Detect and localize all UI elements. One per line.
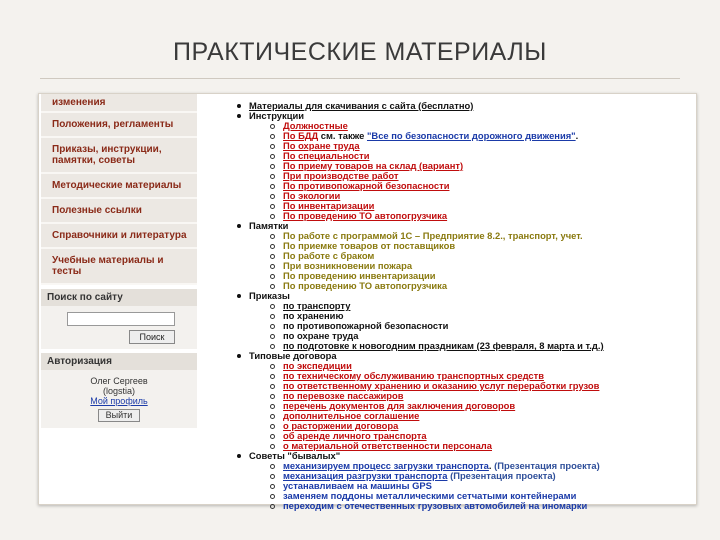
- list-item-link[interactable]: заменяем поддоны металлическими сетчатыми контейнерами: [283, 490, 577, 501]
- list-item-link[interactable]: механизируем процесс загрузки транспорта: [283, 460, 489, 471]
- bdd-dot: .: [575, 130, 579, 141]
- slide-title: ПРАКТИЧЕСКИЕ МАТЕРИАЛЫ: [173, 38, 547, 66]
- logout-button[interactable]: Выйти: [98, 409, 140, 422]
- sidebar-item-tests[interactable]: Учебные материалы и тесты: [41, 249, 197, 285]
- list-item-link[interactable]: По проведению инвентаризации: [283, 270, 436, 281]
- section-title-memos: Памятки: [249, 220, 289, 231]
- section-title-instructions: Инструкции: [249, 110, 305, 121]
- list-item-link[interactable]: По проведению ТО автопогрузчика: [283, 280, 448, 291]
- auth-login: (logstia): [102, 386, 135, 396]
- list-item-link[interactable]: по перевозке пассажиров: [283, 390, 404, 401]
- materials-list: Материалы для скачивания с сайта (бесплатно) Инструкции Должностные По БДД см. также "Все по безопасности дорожного движения". По охране труда По специальности По приему товаров на склад (вариант) При производстве работ По противопожарной безопасности По экологии По инвентаризации По проведению ТО автопогрузчика Памятки По работе с программой 1С – Предприятие 8.2., транспорт, учет. По приемке товаров от поставщиков По работе с браком При возникновении пожара По проведению инвентаризации По проведению ТО автопогрузчика Приказы по транспорту по хранению по противопожарной безопасности по охране труда по подготовке к новогодним праздникам (23 февраля, 8 марта и т.д.) Типовые договора по экспедиции по техническому обслуживанию транспортных средств по ответственному хранению и оказанию услуг переработки грузов по перевозке пассажиров перечень документов для заключения договоров дополнительное соглашение о расторжении договора об аренде личного транспорта о материальной ответственности персонала Советы "бывалых" механизируем процесс загрузки транспорта. (Презентация проекта) механизация разгрузки транспорта (Презентация проекта) устанавливаем на машины GPS заменяем поддоны металлическими сетчатыми контейнерами переходим с отечественных грузовых автомобилей на иномарки: [235, 101, 691, 511]
- list-item-link[interactable]: При производстве работ: [283, 170, 399, 181]
- list-item-link[interactable]: По проведению ТО автопогрузчика: [283, 210, 448, 221]
- downloads-link[interactable]: Материалы для скачивания с сайта (бесплатно): [249, 100, 474, 111]
- list-item-link[interactable]: По охране труда: [283, 140, 360, 151]
- list-item-link[interactable]: по хранению: [283, 310, 344, 321]
- list-item-link[interactable]: о расторжении договора: [283, 420, 399, 431]
- sidebar-item-references[interactable]: Справочники и литература: [41, 224, 197, 249]
- list-item-link[interactable]: устанавливаем на машины GPS: [283, 480, 432, 491]
- section-title-tips: Советы "бывалых": [249, 450, 341, 461]
- list-item-link[interactable]: по подготовке к новогодним праздникам (23 февраля, 8 марта и т.д.): [283, 340, 604, 351]
- list-item-link[interactable]: по охране труда: [283, 330, 359, 341]
- search-box-title: Поиск по сайту: [41, 289, 197, 306]
- section-title-contracts: Типовые договора: [249, 350, 337, 361]
- list-item-link[interactable]: По инвентаризации: [283, 200, 375, 211]
- list-item-link[interactable]: о материальной ответственности персонала: [283, 440, 492, 451]
- list-item-link[interactable]: По работе с браком: [283, 250, 375, 261]
- road-safety-link[interactable]: "Все по безопасности дорожного движения": [366, 130, 576, 141]
- list-item-link[interactable]: по техническому обслуживанию транспортных средств: [283, 370, 544, 381]
- list-item-link[interactable]: по экспедиции: [283, 360, 352, 371]
- search-button[interactable]: Поиск: [129, 330, 175, 344]
- profile-link[interactable]: Мой профиль: [90, 396, 148, 406]
- bdd-link[interactable]: По БДД: [283, 130, 319, 141]
- list-item-link[interactable]: По работе с программой 1С – Предприятие 8.2., транспорт, учет.: [283, 230, 583, 241]
- sidebar-item-methodical[interactable]: Методические материалы: [41, 174, 197, 199]
- list-item-link[interactable]: переходим с отечественных грузовых автомобилей на иномарки: [283, 500, 588, 511]
- sidebar-item-links[interactable]: Полезные ссылки: [41, 199, 197, 224]
- search-input[interactable]: [67, 312, 175, 326]
- list-item-link[interactable]: об аренде личного транспорта: [283, 430, 427, 441]
- list-item-link[interactable]: По специальности: [283, 150, 370, 161]
- search-box: [41, 306, 197, 349]
- bdd-see-also: см. также: [320, 130, 365, 141]
- sidebar-item-regulations[interactable]: Положения, регламенты: [41, 113, 197, 138]
- presentation-link[interactable]: (Презентация проекта): [494, 460, 600, 471]
- sidebar: [41, 94, 197, 504]
- list-item-link[interactable]: по противопожарной безопасности: [283, 320, 449, 331]
- website-screenshot: [38, 93, 697, 511]
- sidebar-item-changes[interactable]: изменения: [41, 94, 197, 113]
- list-item-link[interactable]: перечень документов для заключения договоров: [283, 400, 516, 411]
- list-item-link[interactable]: по транспорту: [283, 300, 351, 311]
- list-item-link[interactable]: По приему товаров на склад (вариант): [283, 160, 464, 171]
- list-item-link[interactable]: При возникновении пожара: [283, 260, 413, 271]
- sidebar-item-orders[interactable]: Приказы, инструкции, памятки, советы: [41, 138, 197, 174]
- section-title-orders: Приказы: [249, 290, 290, 301]
- list-item-link[interactable]: дополнительное соглашение: [283, 410, 420, 421]
- list-item-link[interactable]: механизация разгрузки транспорта: [283, 470, 448, 481]
- auth-user-name: Олег Сергеев: [90, 376, 148, 386]
- list-item-link[interactable]: По экологии: [283, 190, 341, 201]
- presentation-link[interactable]: (Презентация проекта): [450, 470, 556, 481]
- title-divider: [40, 78, 680, 79]
- auth-box: [41, 370, 197, 428]
- list-item-link[interactable]: Должностные: [283, 120, 348, 131]
- list-item-link[interactable]: по ответственному хранению и оказанию услуг переработки грузов: [283, 380, 600, 391]
- list-item-link[interactable]: По приемке товаров от поставщиков: [283, 240, 456, 251]
- list-item-link[interactable]: По противопожарной безопасности: [283, 180, 450, 191]
- auth-box-title: Авторизация: [41, 353, 197, 370]
